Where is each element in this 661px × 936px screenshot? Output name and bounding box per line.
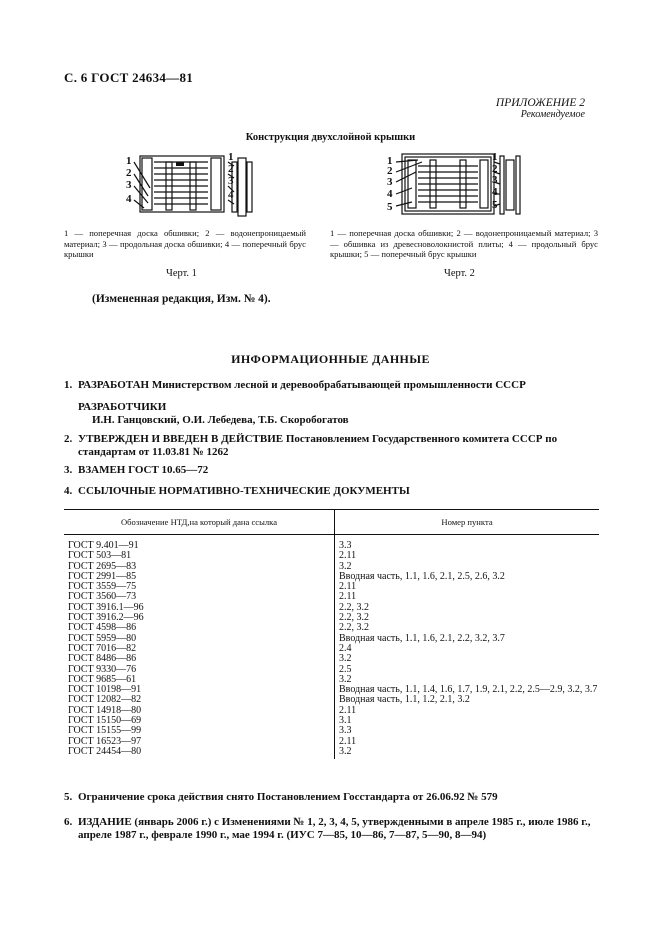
item-number: 6.	[64, 816, 73, 828]
doc-cell: ГОСТ 15155—99	[64, 726, 335, 736]
appendix-title: ПРИЛОЖЕНИЕ 2	[495, 97, 585, 109]
points-cell: 3.2	[339, 673, 352, 685]
appendix-subtitle: Рекомендуемое	[520, 109, 585, 120]
figure-1-drawing	[120, 148, 270, 220]
doc-cell: ГОСТ 9330—76	[64, 665, 335, 675]
table-row	[64, 695, 599, 705]
fig2-label-5: 5	[387, 201, 393, 213]
table-row	[64, 634, 599, 644]
doc-cell: ГОСТ 10198—91	[64, 685, 335, 695]
points-cell: 2.2, 3.2	[339, 601, 369, 613]
column-header-doc: Обозначение НТД,на который дана ссылка	[64, 510, 335, 535]
points-cell: 3.2	[339, 745, 352, 757]
info-item-1	[64, 379, 526, 392]
column-header-points: Номер пункта	[335, 510, 600, 535]
fig2-label-3: 3	[387, 176, 393, 188]
fig2-label-3b: 3	[492, 174, 498, 186]
doc-cell: ГОСТ 14918—80	[64, 706, 335, 716]
fig2-label-5b: 5	[492, 199, 498, 211]
table-header-row	[64, 510, 599, 535]
info-item-2	[64, 433, 557, 446]
points-cell: 2.2, 3.2	[339, 612, 369, 624]
fig1-label-4: 4	[126, 193, 132, 205]
info-item-6	[64, 816, 591, 829]
item-text: ВЗАМЕН ГОСТ 10.65—72	[78, 464, 209, 476]
construction-title: Конструкция двухслойной крышки	[245, 132, 416, 143]
table-row	[64, 685, 599, 695]
item-number: 2.	[64, 433, 73, 445]
points-cell: 3.3	[339, 540, 352, 551]
points-cell: 3.3	[339, 725, 352, 737]
item-text: ИЗДАНИЕ (январь 2006 г.) с Изменениями № 1, 2, 3, 4, 5, утвержденными в апреле 1985 г., июле 1986 г.,	[78, 816, 591, 828]
page-header: С. 6 ГОСТ 24634—81	[64, 70, 194, 85]
points-cell: 2.11	[339, 735, 357, 747]
table-row	[64, 654, 599, 664]
table-row	[64, 737, 599, 747]
item-number: 3.	[64, 464, 73, 476]
item-text: ССЫЛОЧНЫЕ НОРМАТИВНО-ТЕХНИЧЕСКИЕ ДОКУМЕНТЫ	[78, 485, 410, 497]
table-row	[64, 572, 599, 582]
doc-cell: ГОСТ 9685—61	[64, 675, 335, 685]
table-row	[64, 582, 599, 592]
points-cell: 2.11	[339, 581, 357, 593]
figure-2-number: Черт. 2	[444, 268, 475, 279]
points-cell: 2.2, 3.2	[339, 622, 369, 634]
fig1-label-3: 3	[126, 179, 132, 191]
doc-cell: ГОСТ 9.401—91	[64, 535, 335, 552]
info-item-2-line2: стандартам от 11.03.81 № 1262	[78, 446, 229, 458]
points-cell: Вводная часть, 1.1, 1.4, 1.6, 1.7, 1.9, 2.1, 2.2, 2.5—2.9, 3.2, 3.7	[339, 684, 598, 696]
amendment-note: (Измененная редакция, Изм. № 4).	[92, 293, 271, 305]
item-number: 1.	[64, 379, 73, 391]
doc-cell: ГОСТ 15150—69	[64, 716, 335, 726]
points-cell: 2.11	[339, 591, 357, 603]
doc-cell: ГОСТ 503—81	[64, 551, 335, 561]
figure-1-caption: 1 — поперечная доска обшивки; 2 — водонепроницаемый материал; 3 — продольная доска обшивки; 4 — поперечный брус крышки	[64, 228, 306, 259]
table-row	[64, 726, 599, 736]
table-row	[64, 716, 599, 726]
developers-names: И.Н. Ганцовский, О.И. Лебедева, Т.Б. Скоробогатов	[92, 414, 349, 426]
doc-cell: ГОСТ 3560—73	[64, 592, 335, 602]
fig2-label-2b: 2	[492, 163, 498, 175]
doc-cell: ГОСТ 5959—80	[64, 634, 335, 644]
table-row	[64, 603, 599, 613]
fig1-label-2b: 2	[228, 163, 234, 175]
table-row	[64, 665, 599, 675]
table-row	[64, 592, 599, 602]
fig1-label-2: 2	[126, 167, 132, 179]
info-item-5	[64, 791, 498, 804]
points-cell: 3.1	[339, 715, 352, 727]
points-cell: Вводная часть, 1.1, 1.6, 2.1, 2.5, 2.6, 3.2	[339, 570, 505, 582]
table-row	[64, 706, 599, 716]
doc-cell: ГОСТ 2695—83	[64, 562, 335, 572]
figure-1-number: Черт. 1	[166, 268, 197, 279]
appendix-label	[496, 98, 585, 120]
figure-2-caption: 1 — поперечная доска обшивки; 2 — водонепроницаемый материал; 3 — обшивка из древесноволокнистой плиты; 4 — продольный брус крышки; 5 — поперечный брус крышки	[330, 228, 598, 259]
points-cell: 2.4	[339, 642, 352, 654]
fig1-label-1: 1	[126, 155, 132, 167]
fig2-label-1b: 1	[492, 151, 498, 163]
item-text: Ограничение срока действия снято Постановлением Госстандарта от 26.06.92 № 579	[78, 791, 498, 803]
table-row	[64, 623, 599, 633]
doc-cell: ГОСТ 4598—86	[64, 623, 335, 633]
points-cell: 2.11	[339, 550, 357, 562]
table-row	[64, 644, 599, 654]
fig2-label-1: 1	[387, 155, 393, 167]
info-item-4	[64, 485, 410, 498]
points-cell: 3.2	[339, 560, 352, 572]
item-text: УТВЕРЖДЕН И ВВЕДЕН В ДЕЙСТВИЕ Постановлением Государственного комитета СССР по	[78, 433, 558, 445]
points-cell: 2.5	[339, 663, 352, 675]
points-cell: Вводная часть, 1.1, 1.6, 2.1, 2.2, 3.2, 3.7	[339, 632, 505, 644]
doc-cell: ГОСТ 3559—75	[64, 582, 335, 592]
doc-cell: ГОСТ 3916.1—96	[64, 603, 335, 613]
doc-cell: ГОСТ 7016—82	[64, 644, 335, 654]
doc-cell: ГОСТ 12082—82	[64, 695, 335, 705]
item-text: РАЗРАБОТАН Министерством лесной и деревообрабатывающей промышленности СССР	[78, 379, 526, 391]
fig1-label-3b: 3	[228, 175, 234, 187]
doc-cell: ГОСТ 24454—80	[64, 747, 335, 759]
table-row	[64, 562, 599, 572]
ntd-table	[64, 509, 599, 759]
doc-cell: ГОСТ 3916.2—96	[64, 613, 335, 623]
points-cell: 3.2	[339, 653, 352, 665]
info-title: ИНФОРМАЦИОННЫЕ ДАННЫЕ	[231, 352, 430, 366]
doc-cell: ГОСТ 16523—97	[64, 737, 335, 747]
info-item-6-line2: апреле 1987 г., феврале 1990 г., мае 1994 г. (ИУС 7—85, 10—86, 7—87, 5—90, 8—94)	[78, 829, 487, 841]
table-row	[64, 613, 599, 623]
figure-2-drawing	[382, 148, 532, 220]
fig2-label-4b: 4	[492, 186, 498, 198]
table-row	[64, 551, 599, 561]
table-row	[64, 747, 599, 759]
item-number: 5.	[64, 791, 73, 803]
fig1-label-4b: 4	[228, 189, 234, 201]
doc-cell: ГОСТ 8486—86	[64, 654, 335, 664]
info-item-3	[64, 464, 208, 477]
table-row	[64, 535, 599, 552]
doc-cell: ГОСТ 2991—85	[64, 572, 335, 582]
points-cell: 2.11	[339, 704, 357, 716]
points-cell: Вводная часть, 1.1, 1.2, 2.1, 3.2	[339, 694, 470, 706]
fig2-label-4: 4	[387, 188, 393, 200]
fig1-label-1b: 1	[228, 151, 234, 163]
fig2-label-2: 2	[387, 165, 393, 177]
item-number: 4.	[64, 485, 73, 497]
developers-label: РАЗРАБОТЧИКИ	[78, 401, 167, 413]
